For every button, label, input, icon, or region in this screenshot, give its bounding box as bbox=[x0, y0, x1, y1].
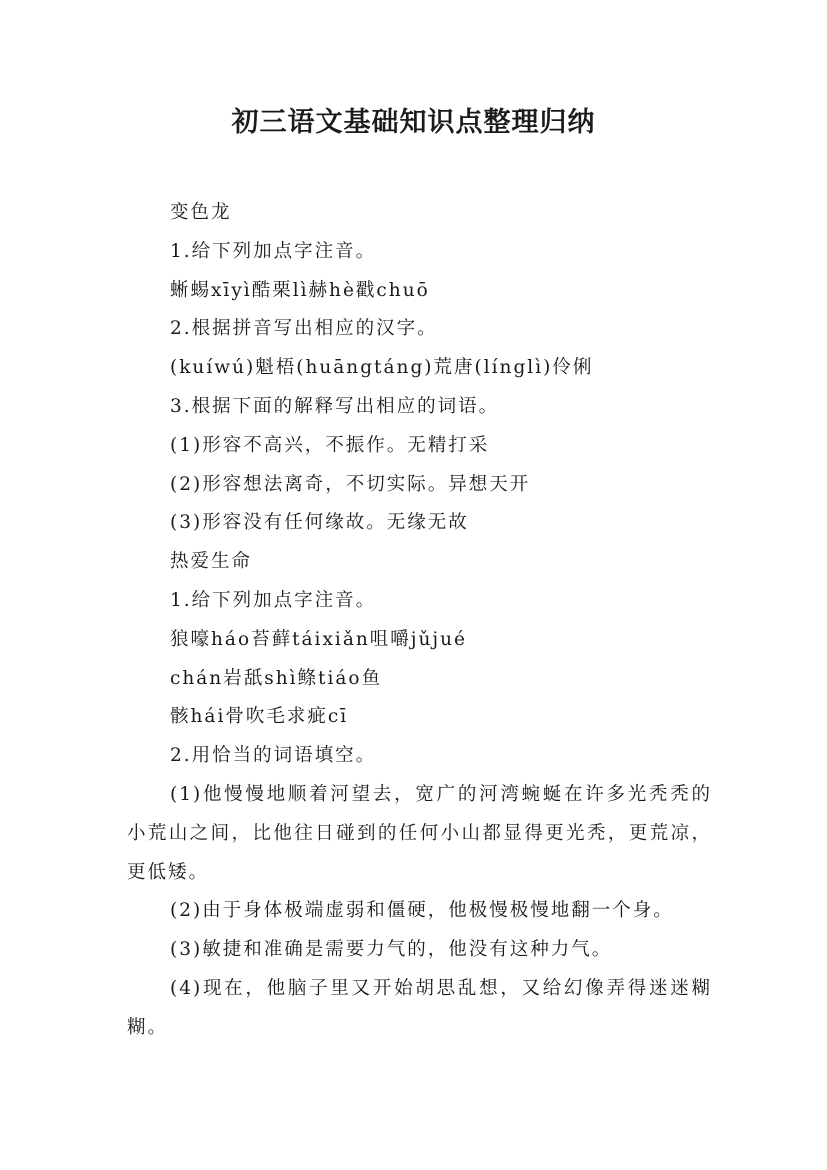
question-line: 2.根据拼音写出相应的汉字。 bbox=[170, 318, 438, 340]
section-heading-love-of-life: 热爱生命 bbox=[170, 551, 253, 573]
pinyin-line: 蜥蜴xīyì酷栗lì赫hè戳chuō bbox=[170, 279, 430, 301]
answer-line: (kuíwú)魁梧(huāngtáng)荒唐(línglì)伶俐 bbox=[170, 357, 594, 379]
answer-paragraph: (2)由于身体极端虚弱和僵硬，他极慢极慢地翻一个身。 bbox=[170, 900, 674, 922]
answer-line: (1)形容不高兴，不振作。无精打采 bbox=[170, 434, 490, 456]
question-line: 1.给下列加点字注音。 bbox=[170, 240, 377, 262]
question-line: 2.用恰当的词语填空。 bbox=[170, 745, 377, 767]
pinyin-line: 狼嚎háo苔藓táixiǎn咀嚼jǔjué bbox=[170, 628, 468, 650]
pinyin-line: chán岩舐shì鲦tiáo鱼 bbox=[170, 667, 383, 689]
answer-line: (2)形容想法离奇，不切实际。异想天开 bbox=[170, 473, 531, 495]
answer-line: (3)形容没有任何缘故。无缘无故 bbox=[170, 512, 469, 534]
answer-paragraph: (1)他慢慢地顺着河望去，宽广的河湾蜿蜒在许多光秃秃的小荒山之间，比他往日碰到的任何小山都显得更光秃，更荒凉，更低矮。 bbox=[127, 783, 712, 883]
document-body bbox=[127, 194, 712, 1048]
pinyin-line: 骸hái骨吹毛求疵cī bbox=[170, 706, 349, 728]
section-heading-chameleon: 变色龙 bbox=[170, 202, 232, 223]
document-title: 初三语文基础知识点整理归纳 bbox=[231, 107, 596, 138]
question-line: 3.根据下面的解释写出相应的词语。 bbox=[170, 395, 500, 417]
answer-paragraph: (3)敏捷和准确是需要力气的，他没有这种力气。 bbox=[170, 939, 613, 961]
answer-paragraph: (4)现在，他脑子里又开始胡思乱想，又给幻像弄得迷迷糊糊。 bbox=[127, 977, 712, 1038]
question-line: 1.给下列加点字注音。 bbox=[170, 589, 377, 611]
